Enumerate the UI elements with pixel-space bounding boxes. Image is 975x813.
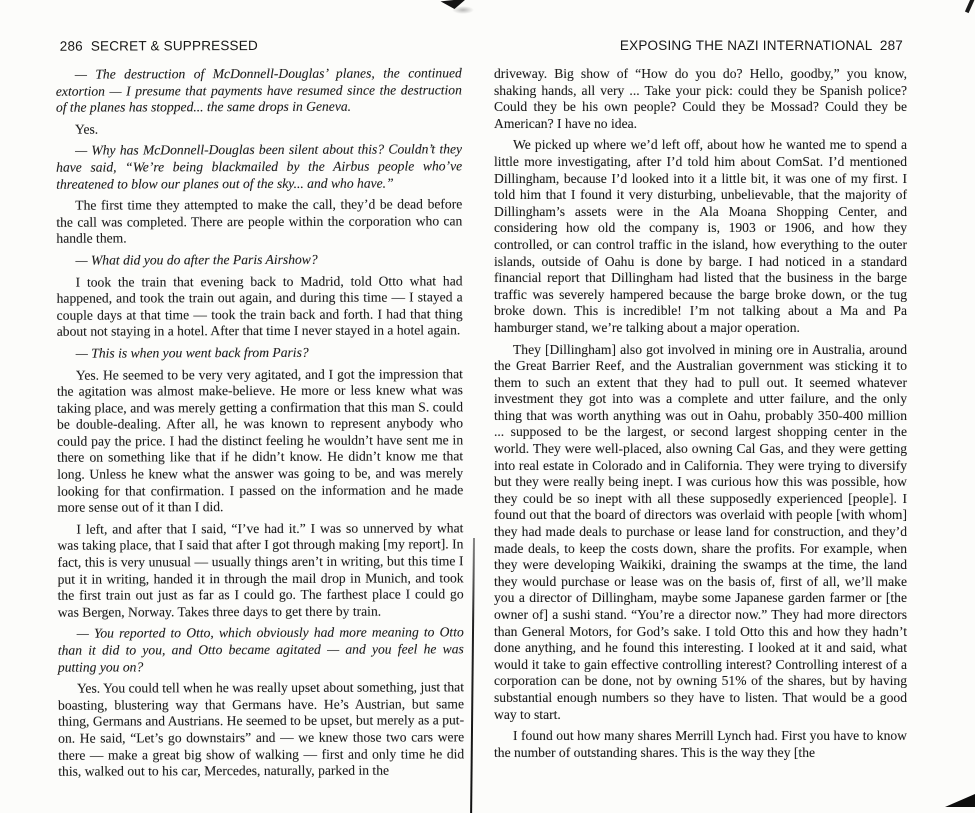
paragraph: — The destruction of McDonnell-Douglas’ planes, the continued extortion — I presume that payments have resumed since the destruction of the planes has stopped... the same drops in Geneva. <box>55 65 462 115</box>
paragraph: driveway. Big show of “How do you do? Hello, goodby,” you know, shaking hands, all very ... Take your pick: could they be Spanish police? Could they be his own people? Could they be Mossad? Could they be American? I have no idea. <box>494 66 907 131</box>
page-number-left: 286 <box>59 38 83 54</box>
paragraph: I took the train that evening back to Madrid, told Otto what had happened, and took the train out again, and during this time — I stayed a couple days at that time — took the train back and forth. I had that thing about not staying in a hotel. After that time I never stayed in a hotel again. <box>56 272 463 340</box>
scan-mark-top-right <box>965 0 975 13</box>
scan-smudge-top-center <box>452 6 474 14</box>
running-title-left: SECRET & SUPPRESSED <box>90 38 258 54</box>
scan-mark-bottom-right-corner <box>945 794 975 807</box>
paragraph: The first time they attempted to make the call, they’d be dead before the call was completed. There are people within the corporation who can handle them. <box>56 196 463 247</box>
paragraph: I left, and after that I said, “I’ve had it.” I was so unnerved by what was taking place, that I said that after I got through making [my report]. In fact, this is very unusual — usually things aren’t in writing, but this time I put it in writing, handed it in through the mail drop in Munich, and took the first train out just as far as I could go. The farthest place I could go was Bergen, Norway. Takes three days to get there by train. <box>57 520 464 620</box>
paragraph: — This is when you went back from Paris? <box>75 344 309 361</box>
page-number-right: 287 <box>879 38 903 53</box>
running-header-left <box>56 37 462 53</box>
right-page <box>494 38 907 766</box>
left-page <box>56 37 465 785</box>
paragraph: — Why has McDonnell-Douglas been silent about this? Couldn’t they have said, “We’re being blackmailed by the Airbus people who’ve threatened to blow our planes out of the sky... and who have.” <box>56 141 463 192</box>
paragraph: — What did you do after the Paris Airshow? <box>75 251 318 268</box>
paragraph: We picked up where we’d left off, about how he wanted me to spend a little more investigating, after I’d told him about ComSat. I’d mentioned Dillingham, because I’d looked into it a little bit, it was one of my first. I told him that I found it very disturbing, unbelievable, that the majority of Dillingham’s assets were in the Ala Moana Shopping Center, and considering how old the company is, 1903 or 1906, and how they controlled, or can control traffic in the island, how everything to the outer islands, outside of Oahu is done by barge. I had noticed in a standard financial report that Dillingham had listed that the business in the barge traffic was severely hampered because the barge broke down, or the tug broke down. This is incredible! I’m not talking about a Ma and Pa hamburger stand, we’re talking about a major operation. <box>494 137 907 335</box>
paragraph: — You reported to Otto, which obviously had more meaning to Otto than it did to you, and Otto became agitated — and you feel he was putting you on? <box>57 624 464 675</box>
paragraph: I found out how many shares Merrill Lynch had. First you have to know the number of outstanding shares. This is the way they [the <box>494 728 907 760</box>
paragraph: They [Dillingham] also got involved in mining ore in Australia, around the Great Barrier Reef, and the Australian government was sticking it to them to such an extent that they had to pull out. It seemed whatever investment they got into was a complete and utter failure, and the only thing that was worth anything was out in Oahu, probably 350-400 million ... supposed to be the largest, or second largest shopping center in the world. They were well-placed, also owning Cal Gas, and they were getting into real estate in Colorado and in California. They were trying to diversify but they were really being inept. I was curious how this was possible, how they could be so inept with all these supposedly experienced [people]. I found out that the board of directors was overlaid with people [with whom] they had made deals to purchase or lease land for construction, and they’d made deals, to keep the costs down, share the profits. For example, when they were developing Waikiki, draining the swamps at the time, the land they would purchase or lease was on the basis of, first of all, we’ll make you a director of Dillingham, maybe some Japanese garden farmer or [the owner of] a sushi stand. “You’re a director now.” They had more directors than General Motors, for God’s sake. I told Otto this and how they hadn’t done anything, and he found this interesting. I looked at it and said, what would it take to gain effective controlling interest? Controlling interest of a corporation can be done, not by owning 51% of the shares, but by having substantial enough numbers so they have to listen. That would be a good way to start. <box>494 341 907 722</box>
page-gutter-line <box>470 538 475 813</box>
paragraph: Yes. You could tell when he was really upset about something, just that boasting, blustering way that Germans have. He’s Austrian, but same thing, Germans and Austrians. He seemed to be upset, but merely as a put-on. He said, “Let’s go downstairs” and — we knew those two cars were there — make a great big show of walking — first and only time he did this, walked out to his car, Mercedes, naturally, parked in the <box>57 679 465 779</box>
running-header-right <box>494 38 907 53</box>
running-title-right: EXPOSING THE NAZI INTERNATIONAL <box>619 38 872 53</box>
right-page-text <box>494 66 907 761</box>
paragraph: Yes. <box>74 121 99 137</box>
left-page-text <box>56 65 464 780</box>
paragraph: Yes. He seemed to be very very agitated, and I got the impression that the agitation was almost make-believe. He more or less knew what was taking place, and was merely getting a confirmation that this man S. could be double-dealing. After all, he was known to represent anybody who could pay the price. I had the distinct feeling he wouldn’t have sent me in there on something like that if he didn’t know. He didn’t know me that long. Unless he knew what the answer was going to be, and was merely looking for that confirmation. I passed on the information and he made more sense out of it than I did. <box>56 365 464 515</box>
